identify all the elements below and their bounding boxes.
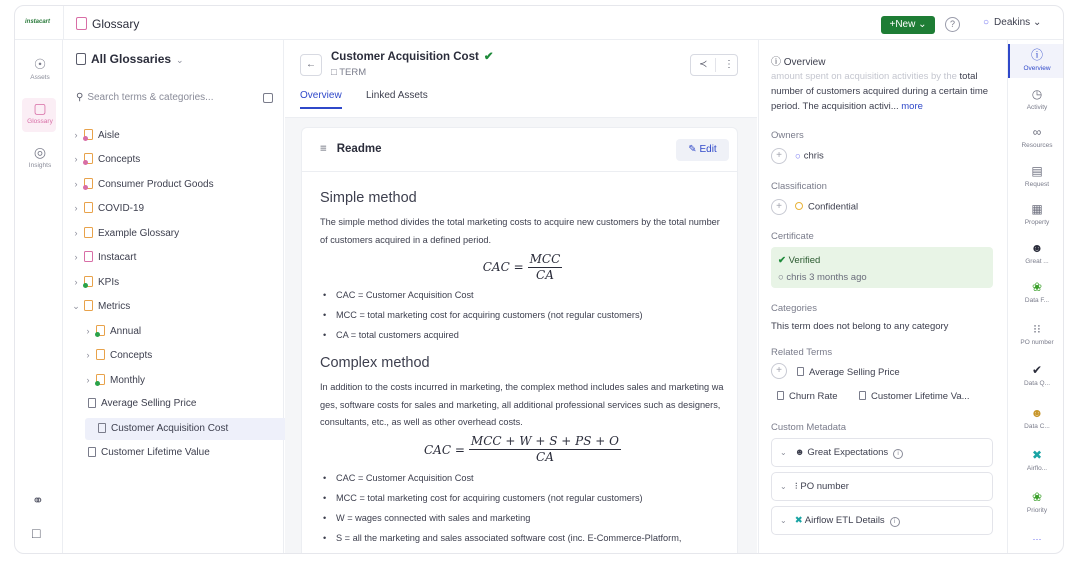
rail-tab-overview[interactable] — [1010, 48, 1064, 72]
term-detail-panel — [285, 40, 757, 554]
book-icon — [76, 53, 86, 65]
rail-more[interactable] — [1010, 532, 1064, 546]
certificate-status — [778, 255, 820, 266]
rail-tab-great-expectations[interactable] — [1010, 241, 1064, 265]
category-icon — [84, 276, 93, 287]
custom-metadata-label: Great Expectations — [807, 447, 889, 458]
airflow-icon: ✖ — [1031, 448, 1043, 462]
search-input[interactable] — [76, 92, 273, 108]
term-icon — [88, 447, 96, 457]
rail-tab-label: PO number — [1020, 339, 1054, 346]
more-icon: ⋯ — [1032, 534, 1042, 544]
more-options-icon[interactable]: ⋮ — [724, 59, 734, 70]
category-icon — [84, 300, 93, 311]
user-icon: ○ — [983, 17, 990, 28]
overview-title — [771, 53, 825, 68]
search-placeholder: Search terms & categories... — [87, 92, 214, 103]
tree-item[interactable] — [71, 222, 274, 244]
tree-item-label: Aisle — [98, 130, 120, 141]
info-icon: ⓘ — [1030, 48, 1043, 62]
rail-tab-priority[interactable] — [1010, 490, 1064, 514]
new-button[interactable]: +New ⌄ — [881, 16, 935, 34]
user-icon: ○ — [778, 272, 787, 283]
edit-label: Edit — [699, 144, 717, 155]
sliders-icon: ⁝⁝ — [1033, 322, 1041, 336]
term-title-text: Customer Acquisition Cost — [331, 51, 479, 63]
certificate-badge[interactable] — [771, 247, 993, 288]
rail-tab-data-f[interactable] — [1010, 280, 1064, 304]
numerator: MCC + W + S + PS + O — [470, 434, 619, 448]
edit-button[interactable] — [676, 139, 729, 161]
section-heading: Complex method — [320, 355, 430, 371]
glossary-selector-label: All Glossaries — [91, 52, 172, 66]
certificate-status-text: Verified — [788, 255, 821, 266]
open-book-icon[interactable]: □ — [32, 525, 41, 541]
rail-tab-label: Airflo... — [1026, 465, 1048, 472]
chevron-right-icon[interactable]: › — [86, 326, 90, 336]
request-icon: ▤ — [1031, 164, 1043, 178]
app-window — [14, 5, 1064, 554]
divider — [63, 6, 64, 40]
term-icon — [797, 367, 804, 376]
divider — [715, 58, 716, 72]
add-owner-button[interactable]: + — [771, 148, 787, 164]
rail-tab-label: Resources — [1021, 142, 1053, 149]
chevron-right-icon[interactable]: › — [74, 130, 78, 140]
related-term-chip[interactable] — [777, 387, 838, 407]
back-button[interactable]: ← — [300, 54, 322, 76]
rail-item-insights[interactable] — [23, 144, 57, 169]
chevron-right-icon[interactable]: › — [74, 228, 78, 238]
rail-tab-label: Property — [1024, 219, 1050, 226]
certificate-meta — [778, 272, 867, 283]
custom-metadata-airflow[interactable] — [771, 506, 993, 535]
rail-tab-label: Data Q... — [1023, 380, 1050, 387]
owners-row — [771, 148, 824, 164]
list-item: • CAC = Customer Acquisition Cost — [320, 468, 725, 488]
categories-text: This term does not belong to any category — [771, 321, 949, 332]
rail-tab-label: Data F... — [1024, 297, 1050, 304]
category-icon — [84, 251, 93, 262]
edit-icon: ✎ — [688, 144, 700, 155]
tree-item-label: Customer Acquisition Cost — [111, 423, 229, 434]
chevron-down-icon: ⌄ — [780, 516, 787, 525]
classification-label: Classification — [771, 181, 827, 192]
list-item: • W = wages connected with sales and marketing — [320, 508, 725, 528]
list-item: • CA = total customers acquired — [320, 325, 725, 345]
chevron-right-icon[interactable]: › — [74, 179, 78, 189]
related-term-label: Customer Lifetime Va... — [871, 391, 970, 402]
help-button[interactable]: ? — [945, 17, 960, 32]
user-menu[interactable] — [983, 17, 1041, 28]
term-type — [331, 67, 366, 78]
related-terms-label: Related Terms — [771, 347, 833, 358]
compass-icon: ☉ — [33, 56, 47, 72]
user-icon: ○ — [795, 150, 801, 162]
owners-label: Owners — [771, 130, 804, 141]
readme-title-text: Readme — [336, 143, 382, 155]
verified-icon: ✔ — [483, 51, 494, 63]
tree-item-label: Consumer Product Goods — [98, 179, 214, 190]
add-classification-button[interactable]: + — [771, 199, 787, 215]
chevron-down-icon: ⌄ — [780, 448, 787, 457]
tree-item-label: Concepts — [98, 154, 141, 165]
custom-metadata-label: PO number — [800, 481, 849, 492]
header-actions — [690, 54, 738, 76]
readme-icon: ≡ — [320, 143, 327, 155]
tree-item[interactable] — [71, 271, 274, 293]
category-icon — [84, 202, 93, 213]
formula-lhs: CAC = — [424, 442, 465, 457]
chevron-down-icon[interactable]: ⌄ — [72, 301, 80, 311]
app-logo[interactable]: instacart — [25, 19, 51, 25]
chevron-down-icon: ⌄ — [176, 55, 184, 65]
owner-name[interactable]: chris — [803, 150, 824, 162]
tree-item[interactable] — [83, 369, 274, 391]
category-icon — [96, 349, 105, 360]
list-item: • S = all the marketing and sales associated software cost (inc. E-Commerce-Platform, — [320, 528, 725, 548]
chevron-right-icon[interactable]: › — [74, 252, 78, 262]
info-icon[interactable]: i — [890, 517, 900, 527]
activity-icon: ◷ — [1031, 87, 1043, 101]
great-expectations-icon: ☻ — [794, 447, 808, 458]
term-icon — [88, 398, 96, 408]
link-icon: ∞ — [1032, 125, 1042, 139]
term-icon: □ — [331, 67, 340, 78]
term-title — [331, 49, 493, 63]
check-icon: ✔ — [1031, 363, 1043, 377]
glossary-selector[interactable] — [76, 52, 184, 66]
chevron-right-icon[interactable]: › — [86, 375, 90, 385]
overview-title-text: Overview — [783, 57, 826, 68]
certificate-label: Certificate — [771, 231, 814, 242]
category-icon — [84, 227, 93, 238]
tree-item[interactable] — [71, 197, 274, 219]
list-item: • MCC = total marketing cost for acquiring customers (not regular customers) — [320, 305, 725, 325]
tree-item[interactable] — [71, 246, 274, 268]
rail-tab-data-q[interactable] — [1010, 363, 1064, 387]
collapse-all-icon[interactable] — [263, 93, 273, 103]
tree-item-label: Concepts — [110, 350, 153, 361]
info-icon: ⓘ — [771, 57, 784, 68]
formula — [320, 249, 725, 285]
glossary-icon — [76, 17, 87, 30]
related-term-label: Churn Rate — [789, 391, 838, 402]
rail-tab-activity[interactable] — [1010, 87, 1064, 111]
formula-lhs: CAC = — [482, 260, 524, 274]
tree-item-label: Instacart — [98, 252, 137, 263]
rail-tab-data-c[interactable] — [1010, 406, 1064, 430]
tree-item-selected[interactable] — [85, 418, 288, 440]
tree-item[interactable] — [71, 124, 274, 146]
rail-tab-label: Priority — [1026, 507, 1048, 514]
tree-item-label: COVID-19 — [98, 203, 145, 214]
denominator: CA — [536, 450, 554, 464]
category-icon — [84, 178, 93, 189]
custom-metadata-label: Custom Metadata — [771, 422, 846, 433]
tree-item-label: Annual — [110, 326, 142, 337]
tree-item-label: KPIs — [98, 277, 120, 288]
tree-item-label: Average Selling Price — [101, 398, 197, 409]
term-icon — [777, 391, 784, 400]
more-link[interactable]: more — [901, 101, 923, 112]
overview-panel — [758, 40, 1006, 554]
list-item: • CAC = Customer Acquisition Cost — [320, 285, 725, 305]
readme-header — [302, 128, 738, 172]
glossary-tree-panel — [64, 40, 284, 554]
custom-metadata-label: Airflow ETL Details — [804, 515, 885, 526]
classification-value[interactable]: Confidential — [808, 201, 859, 213]
bullet-list — [320, 468, 725, 548]
list-item: • MCC = total marketing cost for acquiring customers (not regular customers) — [320, 488, 725, 508]
fraction — [528, 252, 563, 283]
description-text: total number of customers acquired during a certain time period. The acquisition activi... — [771, 71, 989, 112]
tree-item-label: Metrics — [98, 301, 131, 312]
rail-item-label: Assets — [30, 74, 50, 81]
related-term-chip[interactable] — [859, 387, 970, 407]
rail-item-glossary[interactable] — [23, 100, 57, 125]
term-type-label: TERM — [339, 67, 367, 78]
term-header — [285, 40, 757, 118]
paragraph: In addition to the costs incurred in marketing, the complex method includes sales and marketing wages, software costs for sales and marketing, all additional professional services such as designers, consultants, etc., as well as other overhead costs. — [320, 382, 724, 427]
search-icon: ⚲ — [76, 92, 84, 103]
rail-tab-label: Great ... — [1025, 258, 1049, 265]
category-icon — [96, 374, 105, 385]
info-icon[interactable]: i — [893, 449, 903, 459]
denominator: CA — [536, 267, 554, 282]
headset-icon[interactable]: ⚭ — [32, 492, 44, 508]
chevron-right-icon[interactable]: › — [86, 350, 90, 360]
chevron-down-icon: ⌄ — [780, 482, 787, 491]
category-icon — [84, 129, 93, 140]
tree-item[interactable] — [71, 295, 274, 317]
left-rail — [15, 40, 63, 554]
user-name: Deakins ⌄ — [994, 17, 1042, 28]
tree-item[interactable] — [83, 320, 274, 342]
readme-content — [320, 190, 725, 548]
chevron-right-icon[interactable]: › — [74, 277, 78, 287]
rail-item-assets[interactable] — [23, 56, 57, 81]
description-faded: amount spent on acquisition activities by the — [771, 71, 957, 82]
bullet-list — [320, 285, 725, 345]
rail-tab-po-number[interactable] — [1010, 322, 1064, 346]
page-title: Glossary — [92, 17, 140, 31]
numerator: MCC — [529, 251, 561, 266]
rail-tab-label: Request — [1024, 181, 1050, 188]
certificate-when: 3 months ago — [809, 272, 867, 283]
tree-item-label: Customer Lifetime Value — [101, 447, 210, 458]
great-expectations-icon: ☻ — [1030, 241, 1044, 255]
rail-tab-label: Activity — [1026, 104, 1048, 111]
rail-tab-label: Data C... — [1024, 423, 1050, 430]
rail-item-label: Glossary — [27, 118, 53, 125]
related-terms-row — [771, 363, 795, 379]
chevron-right-icon[interactable]: › — [74, 154, 78, 164]
readme-card — [301, 127, 738, 554]
custom-metadata-great-expectations[interactable] — [771, 438, 993, 467]
section-heading: Simple method — [320, 190, 417, 206]
sprout-icon: ❀ — [1031, 490, 1043, 504]
classification-icon — [795, 202, 803, 210]
paragraph: The simple method divides the total marketing costs to acquire new customers by the total number of customers acquired in a defined period. — [320, 217, 720, 245]
certificate-by: chris — [786, 272, 807, 283]
badge-icon: ☻ — [1030, 406, 1044, 420]
readme-title — [320, 143, 381, 155]
tab-overview[interactable]: Overview — [300, 90, 342, 109]
formula — [320, 432, 725, 468]
related-term-label: Average Selling Price — [809, 367, 900, 378]
categories-label: Categories — [771, 303, 817, 314]
tree-item[interactable] — [85, 442, 274, 464]
rail-item-label: Insights — [28, 162, 52, 169]
tab-linked-assets[interactable]: Linked Assets — [366, 90, 428, 101]
sprout-icon: ❀ — [1031, 280, 1043, 294]
rail-tab-property[interactable] — [1010, 202, 1064, 226]
rail-tab-label: Overview — [1023, 65, 1051, 72]
term-icon — [98, 423, 106, 433]
fraction — [469, 434, 621, 465]
top-bar — [15, 6, 1064, 40]
custom-metadata-po-number[interactable] — [771, 472, 993, 501]
chevron-right-icon[interactable]: › — [74, 203, 78, 213]
related-term-chip[interactable] — [797, 363, 900, 383]
term-description — [771, 69, 997, 114]
share-icon[interactable]: ≺ — [699, 59, 708, 70]
tree-item[interactable] — [71, 173, 274, 195]
rail-tab-resources[interactable] — [1010, 125, 1064, 149]
category-icon — [96, 325, 105, 336]
rail-tab-airflow[interactable] — [1010, 448, 1064, 472]
tree-item[interactable] — [83, 344, 274, 366]
book-icon: ▢ — [33, 100, 47, 116]
add-related-term-button[interactable]: + — [771, 363, 787, 379]
airflow-icon: ✖ — [794, 515, 805, 526]
rail-tab-request[interactable] — [1010, 164, 1064, 188]
classification-row — [771, 199, 858, 215]
tree-item-label: Monthly — [110, 375, 146, 386]
tree-item-label: Example Glossary — [98, 228, 180, 239]
category-icon — [84, 153, 93, 164]
term-icon — [859, 391, 866, 400]
lightbulb-icon: ◎ — [33, 144, 47, 160]
property-icon: ▦ — [1031, 202, 1043, 216]
right-rail — [1007, 40, 1064, 554]
sliders-icon: ⁝ — [794, 481, 801, 492]
tree-item[interactable] — [71, 148, 274, 170]
tree-item[interactable] — [85, 393, 274, 415]
verified-icon: ✔ — [778, 255, 786, 266]
